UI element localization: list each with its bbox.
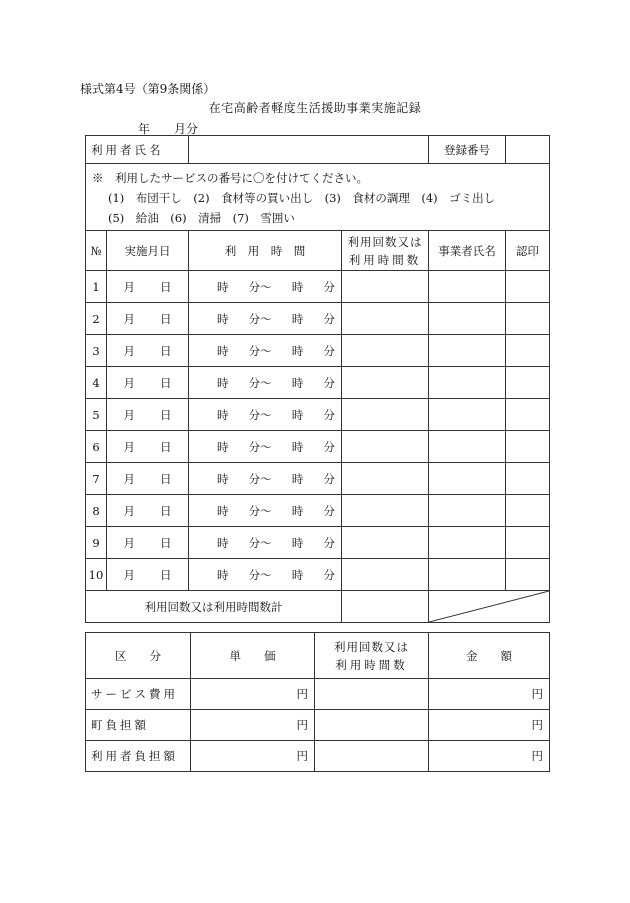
fee-header-unit-price: 単 価: [191, 633, 315, 679]
time-field[interactable]: [189, 431, 342, 463]
operator-field[interactable]: [429, 271, 506, 303]
time-field[interactable]: [189, 527, 342, 559]
row-number: 4: [86, 367, 107, 399]
header-operator: 事業者氏名: [429, 231, 506, 271]
year-label: 年: [138, 122, 151, 136]
seal-field[interactable]: [506, 367, 550, 399]
day-unit: 日: [160, 503, 172, 518]
hour-unit: 時: [291, 471, 304, 486]
record-table: [85, 135, 550, 623]
hour-unit: 時: [217, 375, 229, 390]
operator-field[interactable]: [429, 495, 506, 527]
minute-unit: 分: [323, 375, 335, 390]
seal-field[interactable]: [506, 431, 550, 463]
operator-field[interactable]: [429, 463, 506, 495]
fee-row-label: 町負担額: [86, 710, 191, 741]
day-unit: 日: [160, 471, 172, 486]
record-row: [86, 303, 550, 335]
month-unit: 月: [123, 471, 135, 486]
fee-header-amount: 金 額: [429, 633, 550, 679]
fee-row-label: サービス費用: [86, 679, 191, 710]
fee-row: [86, 741, 550, 772]
record-row: [86, 527, 550, 559]
month-unit: 月: [123, 343, 135, 358]
header-count-line2: 利用時間数: [348, 252, 422, 267]
date-field[interactable]: [107, 335, 189, 367]
hour-unit: 時: [217, 439, 229, 454]
minute-unit: 分: [323, 407, 335, 422]
minute-tilde-unit: 分〜: [248, 471, 272, 486]
user-name-field[interactable]: [189, 136, 429, 164]
minute-tilde-unit: 分〜: [248, 439, 272, 454]
month-unit: 月: [123, 375, 135, 390]
fee-header-category: 区 分: [86, 633, 191, 679]
record-row: [86, 495, 550, 527]
unit-price-field[interactable]: [191, 710, 315, 741]
user-name-label: 利用者氏名: [86, 136, 189, 164]
minute-unit: 分: [323, 503, 335, 518]
fee-table: [85, 632, 550, 772]
minute-tilde-unit: 分〜: [248, 311, 272, 326]
hour-unit: 時: [291, 407, 304, 422]
yen-unit: 円: [531, 687, 543, 701]
minute-tilde-unit: 分〜: [248, 375, 272, 390]
total-diagonal-cell: [429, 591, 550, 623]
row-number: 2: [86, 303, 107, 335]
unit-price-field[interactable]: [191, 741, 315, 772]
hour-unit: 時: [217, 343, 229, 358]
hour-unit: 時: [291, 375, 304, 390]
minute-unit: 分: [323, 279, 335, 294]
amount-field[interactable]: [429, 679, 550, 710]
seal-field[interactable]: [506, 495, 550, 527]
minute-unit: 分: [323, 439, 335, 454]
header-no: №: [86, 231, 107, 271]
month-unit: 月: [123, 567, 135, 582]
time-field[interactable]: [189, 303, 342, 335]
record-row: [86, 559, 550, 591]
time-field[interactable]: [189, 367, 342, 399]
row-number: 10: [86, 559, 107, 591]
operator-field[interactable]: [429, 431, 506, 463]
minute-unit: 分: [323, 311, 335, 326]
form-number-label: 様式第4号（第9条関係）: [80, 82, 216, 96]
row-number: 7: [86, 463, 107, 495]
yen-unit: 円: [296, 718, 308, 732]
date-field[interactable]: [107, 431, 189, 463]
seal-field[interactable]: [506, 271, 550, 303]
yen-unit: 円: [531, 718, 543, 732]
month-label: 月分: [174, 122, 199, 136]
notice-services-1: (1) 布団干し (2) 食材等の買い出し (3) 食材の調理 (4) ゴミ出し: [108, 191, 496, 205]
row-number: 5: [86, 399, 107, 431]
operator-field[interactable]: [429, 367, 506, 399]
hour-unit: 時: [217, 503, 229, 518]
operator-field[interactable]: [429, 303, 506, 335]
header-time: 利 用 時 間: [189, 231, 342, 271]
yen-unit: 円: [296, 687, 308, 701]
service-notice: [86, 164, 550, 231]
record-row: [86, 399, 550, 431]
count-field[interactable]: [342, 399, 429, 431]
header-count-line1: 利用回数又は: [347, 234, 423, 249]
hour-unit: 時: [291, 535, 304, 550]
date-field[interactable]: [107, 495, 189, 527]
seal-field[interactable]: [506, 399, 550, 431]
date-field[interactable]: [107, 399, 189, 431]
date-field[interactable]: [107, 271, 189, 303]
row-number: 9: [86, 527, 107, 559]
fee-row: [86, 710, 550, 741]
time-field[interactable]: [189, 495, 342, 527]
amount-field[interactable]: [429, 741, 550, 772]
minute-unit: 分: [323, 471, 335, 486]
yen-unit: 円: [531, 749, 543, 763]
row-number: 6: [86, 431, 107, 463]
seal-field[interactable]: [506, 303, 550, 335]
day-unit: 日: [160, 407, 172, 422]
amount-field[interactable]: [429, 710, 550, 741]
hour-unit: 時: [217, 471, 229, 486]
operator-field[interactable]: [429, 399, 506, 431]
header-seal: 認印: [506, 231, 550, 271]
count-field[interactable]: [342, 335, 429, 367]
minute-unit: 分: [323, 343, 335, 358]
minute-tilde-unit: 分〜: [248, 279, 272, 294]
record-row: [86, 463, 550, 495]
minute-unit: 分: [323, 535, 335, 550]
yen-unit: 円: [296, 749, 308, 763]
day-unit: 日: [160, 343, 172, 358]
count-field[interactable]: [342, 527, 429, 559]
day-unit: 日: [160, 311, 172, 326]
row-number: 3: [86, 335, 107, 367]
minute-tilde-unit: 分〜: [248, 567, 272, 582]
record-row: [86, 271, 550, 303]
hour-unit: 時: [217, 311, 229, 326]
count-field[interactable]: [342, 367, 429, 399]
notice-instruction: ※ 利用したサービスの番号に〇を付けてください。: [92, 171, 368, 185]
diagonal-line: [429, 591, 549, 622]
operator-field[interactable]: [429, 335, 506, 367]
seal-field[interactable]: [506, 335, 550, 367]
fee-count-field[interactable]: [315, 741, 429, 772]
count-field[interactable]: [342, 463, 429, 495]
reg-number-field[interactable]: [506, 136, 550, 164]
hour-unit: 時: [291, 343, 304, 358]
seal-field[interactable]: [506, 559, 550, 591]
day-unit: 日: [160, 375, 172, 390]
hour-unit: 時: [291, 567, 304, 582]
hour-unit: 時: [291, 439, 304, 454]
reg-number-label: 登録番号: [429, 136, 506, 164]
record-row: [86, 335, 550, 367]
row-number: 1: [86, 271, 107, 303]
minute-tilde-unit: 分〜: [248, 343, 272, 358]
hour-unit: 時: [291, 503, 304, 518]
fee-header-count-line1: 利用回数又は: [334, 639, 409, 654]
time-field[interactable]: [189, 335, 342, 367]
month-unit: 月: [123, 279, 135, 294]
unit-price-field[interactable]: [191, 679, 315, 710]
header-date: 実施月日: [107, 231, 189, 271]
hour-unit: 時: [217, 279, 229, 294]
count-field[interactable]: [342, 495, 429, 527]
date-field[interactable]: [107, 303, 189, 335]
header-count: [342, 231, 429, 271]
document-title: 在宅高齢者軽度生活援助事業実施記録: [208, 101, 422, 115]
day-unit: 日: [160, 279, 172, 294]
hour-unit: 時: [217, 535, 229, 550]
day-unit: 日: [160, 535, 172, 550]
minute-tilde-unit: 分〜: [248, 407, 272, 422]
hour-unit: 時: [217, 567, 229, 582]
seal-field[interactable]: [506, 463, 550, 495]
month-unit: 月: [123, 311, 135, 326]
minute-tilde-unit: 分〜: [248, 535, 272, 550]
date-field[interactable]: [107, 527, 189, 559]
month-unit: 月: [123, 503, 135, 518]
record-row: [86, 367, 550, 399]
count-field[interactable]: [342, 559, 429, 591]
time-field[interactable]: [189, 463, 342, 495]
time-field[interactable]: [189, 271, 342, 303]
count-field[interactable]: [342, 303, 429, 335]
day-unit: 日: [160, 439, 172, 454]
date-field[interactable]: [107, 559, 189, 591]
date-field[interactable]: [107, 367, 189, 399]
total-label: 利用回数又は利用時間数計: [86, 591, 342, 623]
minute-unit: 分: [323, 567, 335, 582]
fee-row-label: 利用者負担額: [86, 741, 191, 772]
fee-count-field[interactable]: [315, 679, 429, 710]
hour-unit: 時: [217, 407, 229, 422]
operator-field[interactable]: [429, 559, 506, 591]
time-field[interactable]: [189, 399, 342, 431]
hour-unit: 時: [291, 279, 304, 294]
count-field[interactable]: [342, 431, 429, 463]
count-field[interactable]: [342, 271, 429, 303]
minute-tilde-unit: 分〜: [248, 503, 272, 518]
notice-services-2: (5) 給油 (6) 清掃 (7) 雪囲い: [108, 211, 295, 225]
fee-count-field[interactable]: [315, 710, 429, 741]
date-field[interactable]: [107, 463, 189, 495]
row-number: 8: [86, 495, 107, 527]
seal-field[interactable]: [506, 527, 550, 559]
fee-header-count: [315, 633, 429, 679]
hour-unit: 時: [291, 311, 304, 326]
fee-row: [86, 679, 550, 710]
day-unit: 日: [160, 567, 172, 582]
month-unit: 月: [123, 407, 135, 422]
month-unit: 月: [123, 535, 135, 550]
fee-header-count-line2: 利用時間数: [335, 657, 408, 672]
month-unit: 月: [123, 439, 135, 454]
time-field[interactable]: [189, 559, 342, 591]
operator-field[interactable]: [429, 527, 506, 559]
record-row: [86, 431, 550, 463]
total-count-field[interactable]: [342, 591, 429, 623]
